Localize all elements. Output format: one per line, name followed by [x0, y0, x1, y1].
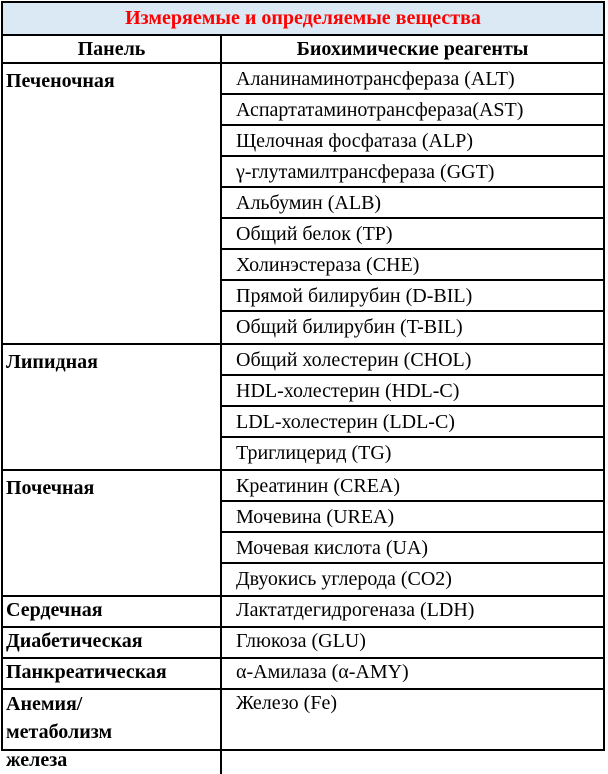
group-cardiac — [3, 597, 603, 628]
reagent-item: Альбумин (ALB) — [222, 188, 603, 219]
reagent-item: LDL-холестерин (LDL-C) — [222, 407, 603, 438]
table-title: Измеряемые и определяемые вещества — [3, 3, 603, 36]
reagent-item: Железо (Fe) — [236, 692, 337, 714]
reagent-item: Общий холестерин (CHOL) — [222, 345, 603, 376]
panel-name: Диабетическая — [3, 628, 222, 657]
reagent-item: Мочевая кислота (UA) — [222, 533, 603, 564]
panel-name — [3, 690, 222, 774]
panel-name: Печеночная — [3, 64, 222, 343]
panel-name-line: железа — [6, 749, 68, 771]
panel-name: Липидная — [3, 345, 222, 469]
reagent-item: Аспартатаминотрансфераза(AST) — [222, 95, 603, 126]
table-header-row — [3, 36, 603, 64]
reagent-item: Щелочная фосфатаза (ALP) — [222, 126, 603, 157]
reagent-item: γ-глутамилтрансфераза (GGT) — [222, 157, 603, 188]
group-lipid — [3, 345, 603, 471]
group-kidney — [3, 471, 603, 597]
group-diabetic — [3, 628, 603, 659]
reagent-item: Глюкоза (GLU) — [236, 630, 366, 652]
group-anemia — [3, 690, 603, 774]
reagent-item: Прямой билирубин (D-BIL) — [222, 281, 603, 312]
group-pancreatic — [3, 659, 603, 690]
reagent-item: Мочевина (UREA) — [222, 502, 603, 533]
reagent-item: Триглицерид (TG) — [236, 442, 392, 464]
panel-name-line: метаболизм — [6, 721, 113, 743]
reagents-table — [1, 1, 605, 771]
reagent-item: Аланинаминотрансфераза (ALT) — [222, 64, 603, 95]
panel-name: Сердечная — [3, 597, 222, 626]
panel-name: Панкреатическая — [3, 659, 222, 688]
header-reagents: Биохимические реагенты — [296, 37, 529, 60]
reagent-item: Общий белок (TP) — [222, 219, 603, 250]
reagent-item: Холинэстераза (CHE) — [222, 250, 603, 281]
reagent-item: Лактатдегидрогеназа (LDH) — [236, 599, 475, 621]
reagent-item: HDL-холестерин (HDL-C) — [222, 376, 603, 407]
header-panel: Панель — [3, 36, 222, 62]
reagent-item: α-Амилаза (α-AMY) — [236, 661, 409, 683]
group-liver — [3, 64, 603, 345]
reagent-item: Общий билирубин (T-BIL) — [236, 316, 463, 338]
reagent-item: Двуокись углерода (CO2) — [236, 568, 452, 590]
panel-name-line: Анемия/ — [6, 693, 83, 715]
reagent-item: Креатинин (CREA) — [222, 471, 603, 502]
panel-name: Почечная — [3, 471, 222, 595]
